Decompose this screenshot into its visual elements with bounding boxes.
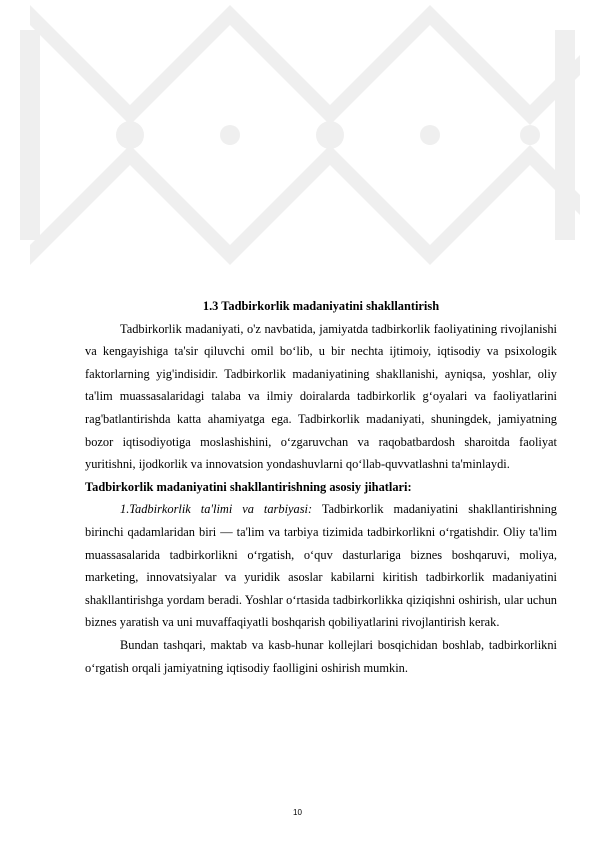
page-number: 10	[293, 808, 302, 817]
list-item-lead: 1.Tadbirkorlik ta'limi va tarbiyasi:	[120, 502, 313, 517]
subsection-heading: Tadbirkorlik madaniyatini shakllantirishning asosiy jihatlari:	[85, 479, 412, 494]
paragraph-schools: Bundan tashqari, maktab va kasb-hunar kollejlari bosqichidan boshlab, tadbirkorlikni o‘rgatish orqali jamiyatning iqtisodiy faolligini oshirish mumkin.	[85, 637, 557, 675]
document-body	[85, 295, 557, 679]
paragraph-intro: Tadbirkorlik madaniyati, o'z navbatida, jamiyatda tadbirkorlik faoliyatining rivojlanishi va kengayishiga ta'sir qiluvchi omil bo‘lib, u bir nechta ijtimoiy, iqtisodiy va psixologik faktorlarning yig'indisidir. Tadbirkorlik madaniyatining shakllanishi, ayniqsa, yoshlar, oliy ta'lim muassasalaridagi talaba va ilmiy doiralarda tadbirkorlik g‘oyalari va faoliyatlarini rag'batlantirishda katta ahamiyatga ega. Tadbirkorlik madaniyati, shuningdek, jamiyatning bozor iqtisodiyotiga moslashishini, o‘zgaruvchan va raqobatbardosh sharoitda faoliyat yuritishni, ijodkorlik va innovatsion yondashuvlarni qo‘llab-quvvatlashni ta'minlaydi.	[85, 321, 557, 472]
section-heading: 1.3 Tadbirkorlik madaniyatini shakllantirish	[202, 299, 440, 313]
list-item-body: Tadbirkorlik madaniyatini shakllantirishning birinchi qadamlaridan biri — ta'lim va tarbiya tizimida tadbirkorlikni o‘rgatishdir. Oliy ta'lim muassasalarida tadbirkorlikni o‘rgatish, o‘quv dasturlariga biznes boshqaruvi, moliya, marketing, innovatsiyalar va yuridik asoslar kabilarni kiritish tadbirkorlik madaniyatini shakllantirishga yordam beradi. Yoshlar o‘rtasida tadbirkorlikka qiziqishni oshirish, ular uchun biznes yaratish va uni muvaffaqiyatli boshqarish qobiliyatlarini rivojlantirish kerak.	[85, 502, 557, 630]
paragraph-education	[85, 498, 557, 634]
